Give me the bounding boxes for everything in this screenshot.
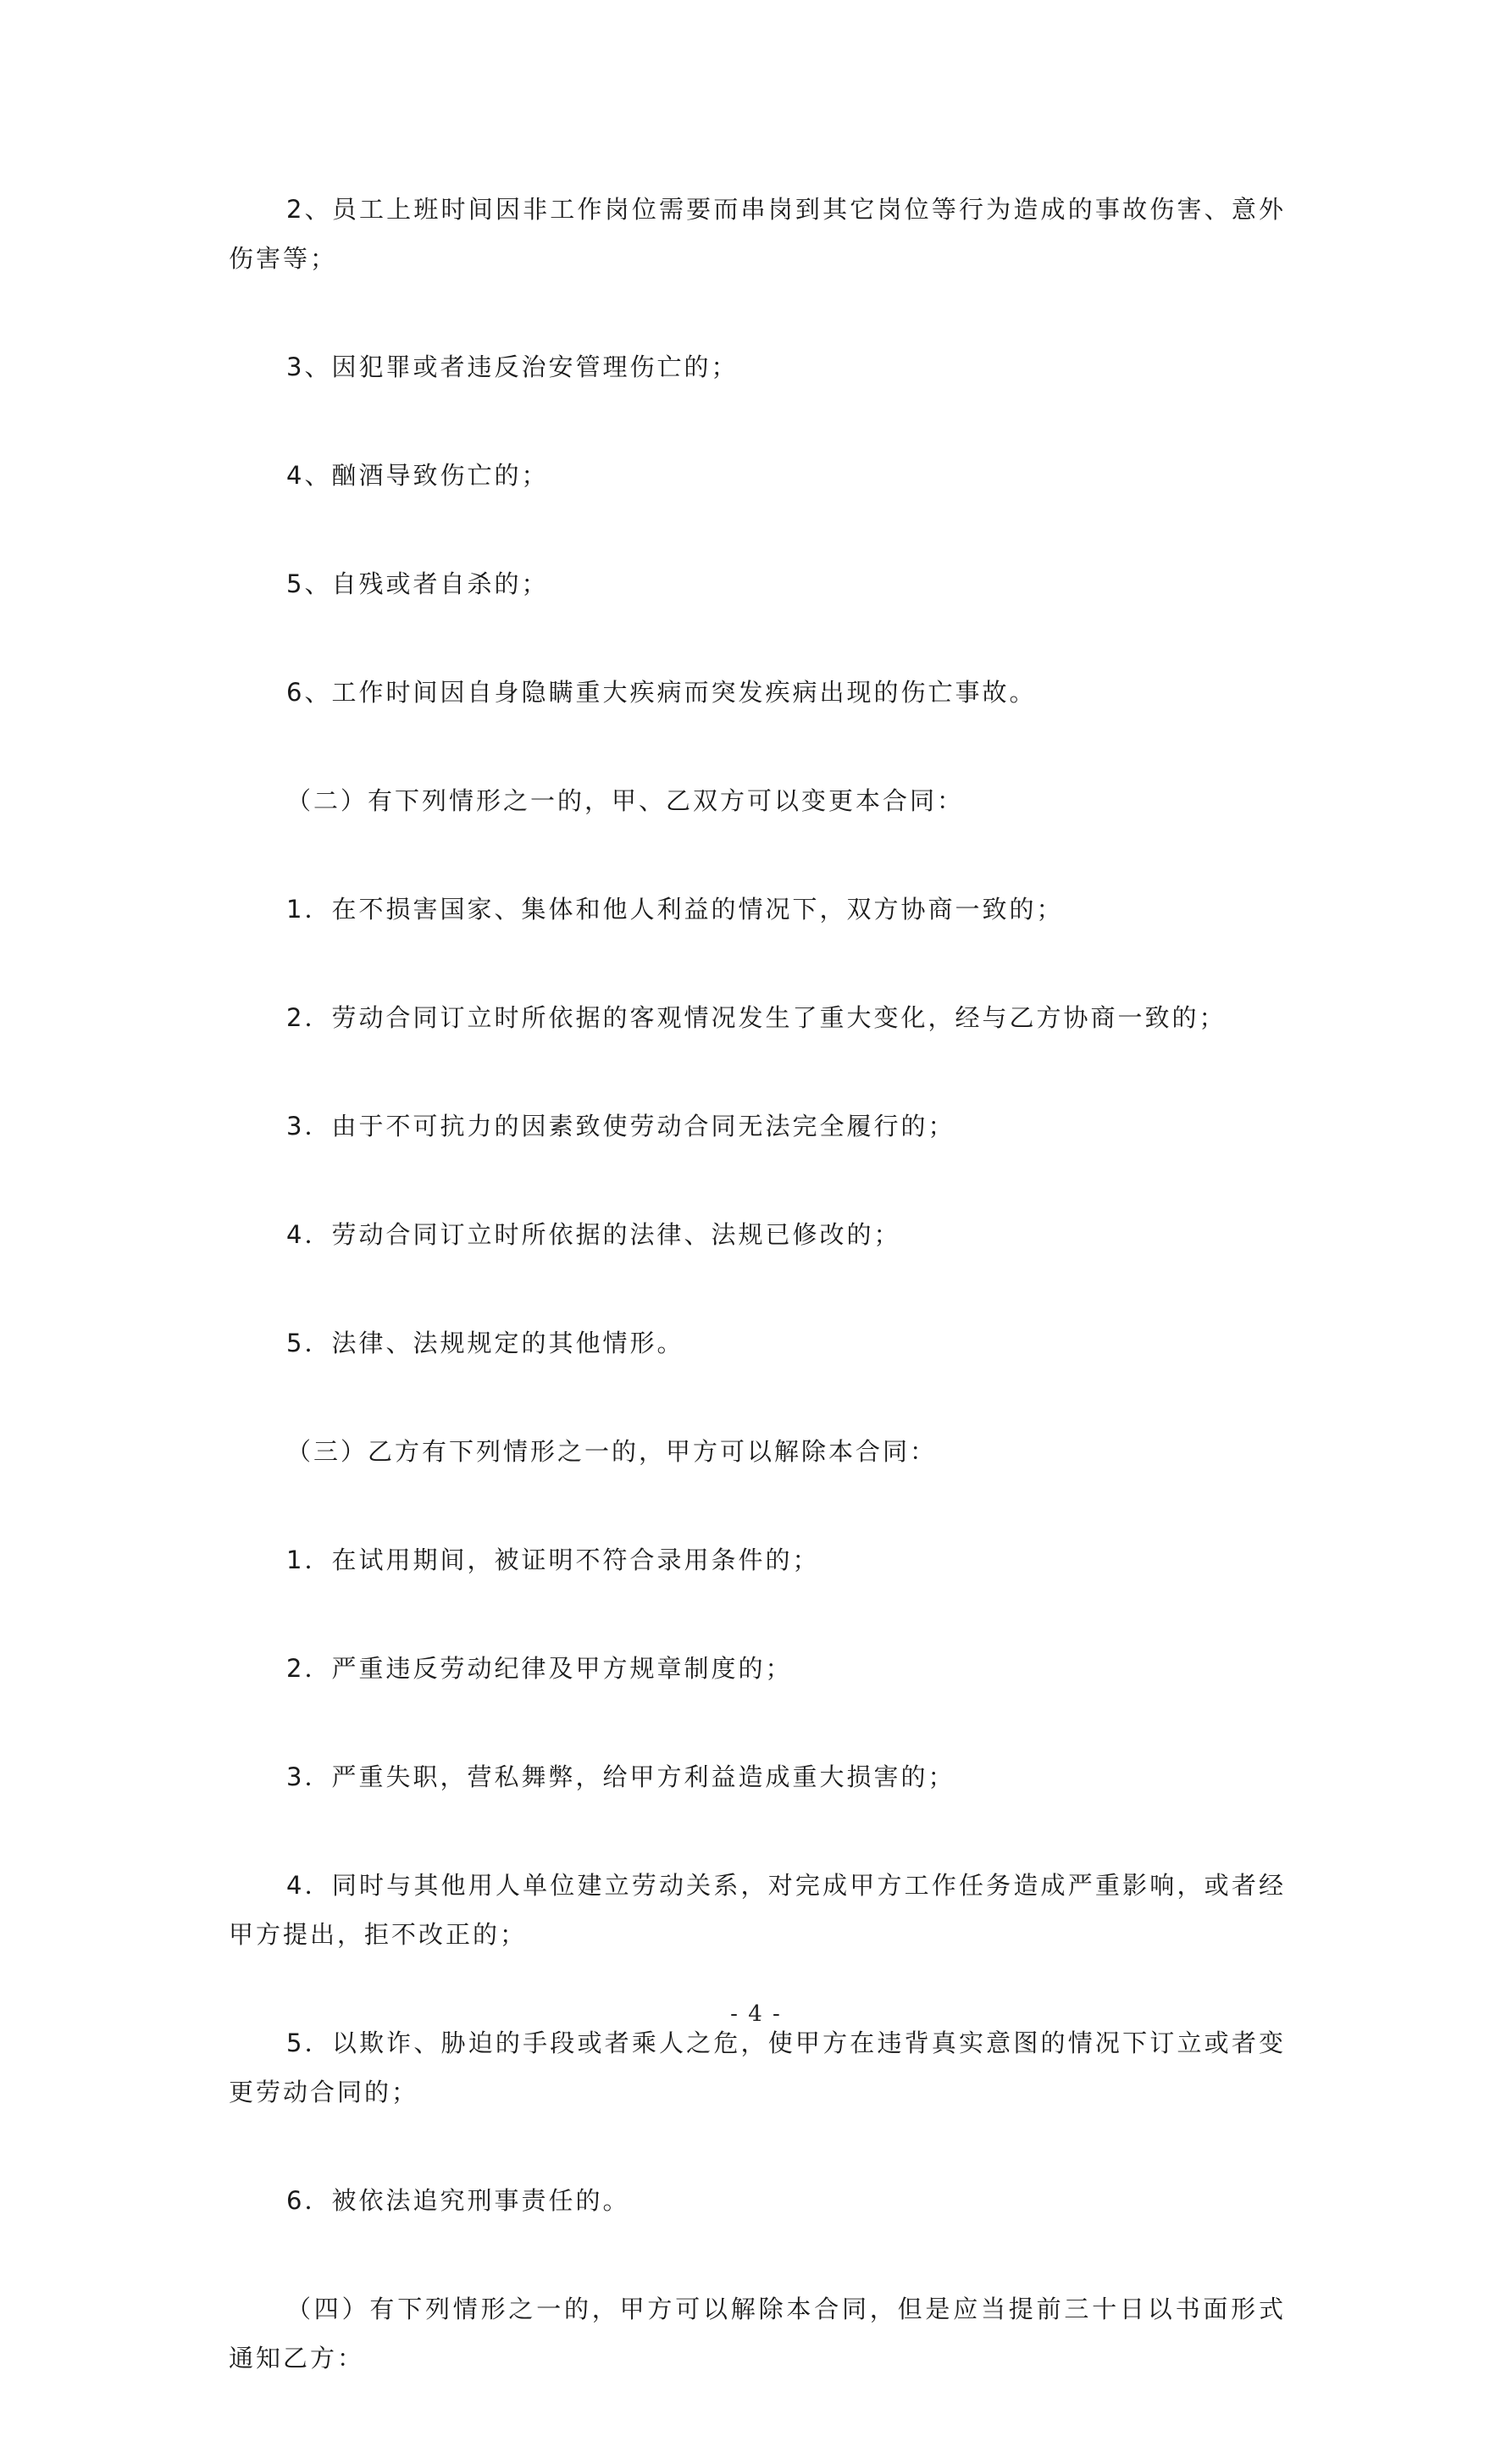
- paragraph-change-2: 2．劳动合同订立时所依据的客观情况发生了重大变化，经与乙方协商一致的；: [286, 1003, 1227, 1032]
- paragraph-change-1: 1．在不损害国家、集体和他人利益的情况下，双方协商一致的；: [286, 895, 1064, 924]
- paragraph-item-3-crime: 3、因犯罪或者违反治安管理伤亡的；: [286, 352, 739, 381]
- paragraph-item-2-injury-exclusion: 2、员工上班时间因非工作岗位需要而串岗到其它岗位等行为造成的事故伤害、意外伤害等；: [229, 195, 1286, 273]
- paragraph-change-4: 4．劳动合同订立时所依据的法律、法规已修改的；: [286, 1220, 901, 1249]
- paragraph-termination-5: 5．以欺诈、胁迫的手段或者乘人之危，使甲方在违背真实意图的情况下订立或者变更劳动合同的；: [229, 2029, 1286, 2106]
- page-number: - 4 -: [730, 2001, 782, 2027]
- paragraph-item-4-alcohol: 4、酗酒导致伤亡的；: [286, 461, 549, 490]
- paragraph-item-6-concealed-illness: 6、工作时间因自身隐瞒重大疾病而突发疾病出现的伤亡事故。: [286, 678, 1037, 707]
- section-heading-3-termination-by-party-a: （三）乙方有下列情形之一的，甲方可以解除本合同：: [286, 1437, 938, 1466]
- paragraph-termination-3: 3．严重失职，营私舞弊，给甲方利益造成重大损害的；: [286, 1762, 955, 1791]
- paragraph-termination-6: 6．被依法追究刑事责任的。: [286, 2186, 630, 2215]
- paragraph-change-3: 3．由于不可抗力的因素致使劳动合同无法完全履行的；: [286, 1112, 955, 1141]
- paragraph-termination-2: 2．严重违反劳动纪律及甲方规章制度的；: [286, 1654, 793, 1683]
- paragraph-item-5-self-harm: 5、自残或者自杀的；: [286, 569, 549, 598]
- paragraph-termination-1: 1．在试用期间，被证明不符合录用条件的；: [286, 1546, 820, 1574]
- section-heading-4-termination-with-notice: （四）有下列情形之一的，甲方可以解除本合同，但是应当提前三十日以书面形式通知乙方：: [229, 2295, 1286, 2373]
- section-heading-2-contract-change: （二）有下列情形之一的，甲、乙双方可以变更本合同：: [286, 786, 965, 815]
- paragraph-change-5: 5．法律、法规规定的其他情形。: [286, 1329, 684, 1357]
- paragraph-termination-4: 4．同时与其他用人单位建立劳动关系，对完成甲方工作任务造成严重影响，或者经甲方提出，拒不改正的；: [229, 1871, 1286, 1949]
- document-body: [229, 185, 1286, 2442]
